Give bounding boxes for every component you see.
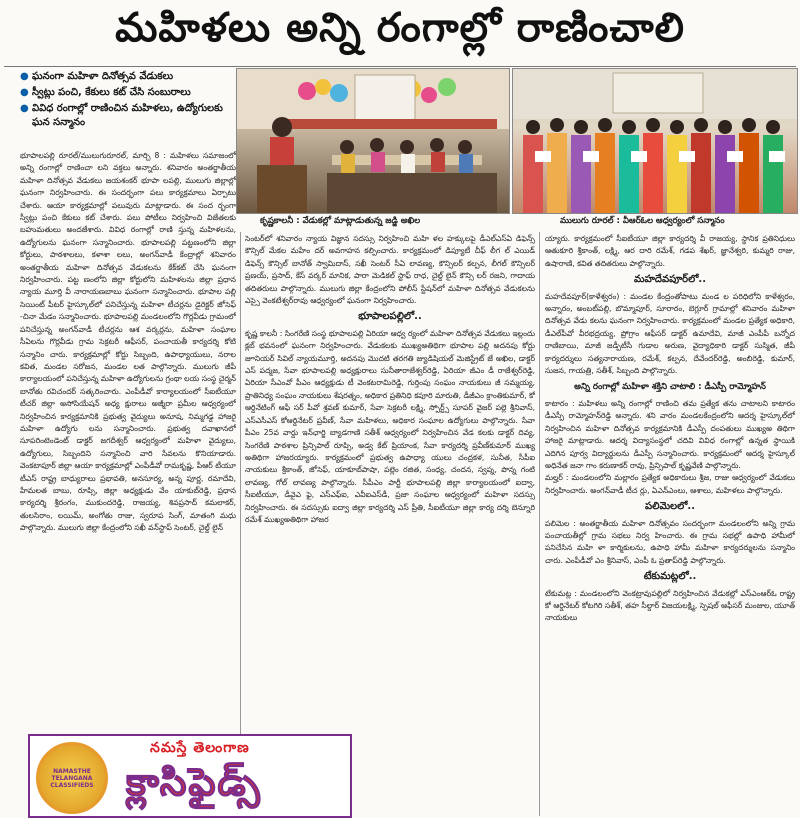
article-paragraph: సెంటర్‌లో శనివారం న్యాయ విజ్ఞాన సదస్సు నిర్వహించి మహి ళల హక్కులపై డీఎల్ఎస్ఏ డిఫెన్స్ కౌన్సిల్ మేకల మహేం దర్ అవగాహన కల్పించారు. కార్యక్రమంలో డిప్యూటీ చీఫ్ లీగ ల్ ఎయిడ్ డిఫెన్స్ కౌన్సిల్ బానోత్ స్వామిదాస్, సఖీ సెంటర్ సీఏ లావణ్య, కౌన్సిలర్ కల్పన, లీగల్ కౌన్సిలర్ ప్రణయ్, ప్రసాద్, కేస్ వర్కర్ మానిక, పారా మెడికల్ స్టాఫ్ రాధ, చైల్డ్ లైన్ కౌన్సి లర్ రజని, గాదాయ తదితరులు పాల్గొన్నారు. ములుగు జిల్లా కేంద్రంలోని పోలీస్ స్టేషన్‌లో మహిళా దినోత్సవ వేడుకలను ఎస్సై వెంకటేశ్వర్‌రావు ఆధ్వర్యంలో ఘనంగా నిర్వహించారు. xyxy=(245,234,535,306)
article-paragraph: టేకుమట్ల : మండలంలోని వెంకట్రావుపల్లిలో నిర్వహించిన వేడుకల్లో ఎస్ఎంఆర్‌ఓ రాష్ట్ర కో ఆర్డినేటర్ కోటగిరి సతీశ్, తహ సీల్దార్ విజయలక్ష్మి, స్పెషల్ ఆఫీసర్ మంజుల, యూత్ నాయకులు xyxy=(545,588,795,623)
article-paragraph: మహదేవపూర్(కాళేశ్వరం) : మండల కేంద్రంతోపాటు మండ ల పరిధిలోని కాళేశ్వరం, అన్నారం, అంబట్‌పల్లి, బొమ్మాపూర్, సూరారం, బెగ్లూర్ గ్రామాల్లో శనివారం మహిళా దినోత్సవ వేడు కలను ఘనంగా నిర్వహించారు. కార్యక్రమంలో మండల ప్రత్యేక అధికారి, డీఎల్‌పీవో వీరభద్రయ్య, ప్రోగ్రాం ఆఫీసర్ డాక్టర్ ఉమాదేవి, మాజీ ఎంపీపీ బన్నోద రాణిబాయి, మాజీ జడ్పీటీసీ గుడాల అరుణ, వైద్యాధికారి డాక్టర్ సుస్మిత, జీపీ కార్యదర్శులు సత్యనారాయణ, రమేశ్, కల్పన, దేవేందర్‌రెడ్డి, అంబిరెడ్డి, కుమార్, సుజన, గాయత్రి, సతీశ్, సిబ్బంది పాల్గొన్నారు. xyxy=(545,291,795,376)
section-subheading: మహదేవపూర్‌లో.. xyxy=(634,274,706,286)
article-paragraph: కాటారం : మహిళలు అన్ని రంగాల్లో రాణించి తమ ప్రత్యేక తను చాటాలని కాటారం డీఎస్పీ రామ్మోహన్‌రెడ్డి అన్నారు. శని వారం మండలకేంద్రంలోని ఆదర్శ హైస్కూల్‌లో నిర్వహించిన మహిళా దినోత్సవ కార్యక్రమానికి డీఎస్పీ దంపతులు ముఖ్యఅ తిథిగా హాజరై మాట్లాడారు. ఆదర్శ విద్యాసంస్థలో చదివి వివిధ రంగాల్లో ఉన్నత స్థాయికి ఎదిగిన పూర్వ విద్యార్థులను డీఎస్పీ సన్మానించారు. కార్యక్రమంలో ఆదర్శ హైస్కూల్ అధినేత జనా గాం కరుణాకర్ రావు, ప్రిన్సిపాల్ కృష్ణవేణి పాల్గొన్నారు. xyxy=(545,398,795,470)
article-column-3 xyxy=(545,233,795,817)
classifieds-advertisement xyxy=(28,734,352,818)
highlights-list xyxy=(20,70,232,132)
section-subheading: భూపాలపల్లిలో.. xyxy=(358,311,422,323)
stage-photo-illustration xyxy=(237,69,509,213)
group-photo-illustration xyxy=(513,69,797,213)
headline-rule xyxy=(4,66,796,67)
article-paragraph: పలిమెల : అంతర్జాతీయ మహిళా దినోత్సవం సందర్భంగా మండలంలోని అన్ని గ్రామ పంచాయతీల్లో గ్రామ సభలు నిర్వ హించారు. ఈ గ్రామ సభల్లో ఉపాధి హామీలో పనిచేసిన మహి ళా కార్మికులను, ఉపాధి హామీ మహిళా కార్యదర్శులను సన్మానిం చారు. ఎంపీడీవో ఎం శ్రీనివాస్, ఎంపీ ఓ ప్రతాప్‌రెడ్డి పాల్గొన్నారు. xyxy=(545,518,795,565)
article-paragraph: భూపాలపల్లి రూరల్/ములుగురూరల్, మార్చి 8 : మహిళలు సమాజంలో అన్ని రంగాల్లో రాణించా లని వక్తలు అన్నారు. శనివారం అంతర్జాతీయ మహిళా దినోత్సవ వేడుకలు జయశంకర్ భూపా లపల్లి, ములుగు జిల్లాల్లో ఘనంగా నిర్వహించారు. ఈ సందర్భంగా పలు కార్యక్రమాలు ఏర్పాటు చేశారు. ఆయా కార్యక్రమాల్లో పలువురు మాట్లాడారు. ఈ సంద ర్భంగా స్వీట్లు పంచి కేకులు కట్ చేశారు. పలు పోటీలు నిర్వహించి విజేతలకు బహుమతులు అందజేశారు. వివిధ రంగాల్లో రాణి స్తున్న మహిళలను, ఉద్యోగులను ఘనంగా సన్మానించారు. భూపాలపల్లి పట్టణంలోని జిల్లా కోర్టులు, పాఠశాలలు, కళాశా లలు, అంగన్‌వాడీ కేంద్రాల్లో శనివారం అంతర్జాతీయ మహిళా దినోత్సవ వేడుకలను కేక్‌కట్ చేసి ఘనంగా నిర్వహించారు. పట్ట ణంలోని జిల్లా కోర్టులోని మహిళలను జిల్లా ప్రధాన న్యాయ మూర్తి వీ నారాయణబాబు ఘనంగా సన్మానించారు. భూపాల పల్లి సెయింట్ పీటర్ హైస్కూల్‌లో పనిచేస్తున్న మహిళా టీచర్లను డైరెక్టర్ జోసెఫ్ -చినా మేడం సన్మానించారు. భూపాలపల్లి మండలంలోని గొర్లవీడు గ్రామంలో పనిచేస్తున్న అంగన్‌వాడీ టీచర్లను ఆశ వర్కర్లను, మహిళా సంఘాల సీఏలను గొర్లవీడు గ్రామ సెక్రటరీ ఆఫీసర్, పంచాయతీ కార్యదర్శి కోటి సన్మానిం చారు. కార్యక్రమాల్లో కోర్టు సిబ్బంది, ఉపాధ్యాయులు, నరాల కవిత, మండల సరోజన, మండల లత పాల్గొన్నారు. ములుగు జీపీ కార్యాలయంలో పనిచేస్తున్న మహిళా ఉద్యోగులను గ్రంథా లయ సంస్థ చైర్మన్ బానోతు రవిచందర్ సత్కరించారు. ఎంపీడీవో కార్యాలయంలో సీఐటీయూ టీచర్ జిల్లా అసోసియేషన్ అధ్య క్షురాలు అజ్మీరా ప్రమీల ఆధ్వర్యంలో నిర్వహించిన కార్యక్రమానికి ప్రభుత్వ వైద్యులు అనూష, నిమ్మగడ్డ హాజరై మహిళా ఉద్యోగు లను సన్మానించారు. ప్రభుత్వ దవాఖానలో సూపరింటెండెంట్ డాక్టర్ జగదీశ్వర్ ఆధ్వర్యంలో మహిళా వైద్యులు, ఉద్యోగులు, సిబ్బందిని సన్మానించి వారి సేవలను కొనియాడారు. వెంకటాపూర్ జిల్లా ఆయా కార్యక్రమాల్లో ఎంపీడీవో రామకృష్ణ, పీఆర్‌ టీయూ టీఎస్ రాష్ట్ర బాధ్యురాలు ప్రభావతి, అనసూర్య, అన్న పూర్ణ, రమాదేవి, హేమలత బాబు, రూప్సి, జిల్లా అధ్యక్షుడు వేం యాకుబ్‌రెడ్డి, ప్రధాన కార్యదర్శి శ్రీరంగం, ముకుందరెడ్డి, రాజయ్య, శివప్రసాద్ కమలాకర్, తులసిరాం, లయిమ్, అంగోతు రాజు, స్వరూప సింగ్, మాతంగి మధు పాల్గొన్నారు. ములుగు జిల్లా కేంద్రంలోని సఖీ వన్‌స్టాప్ సెంటర్, చైల్డ్ లైన్ xyxy=(20,151,236,533)
highlight-text: ఘనంగా మహిళా దినోత్సవ వేడుకలు xyxy=(32,71,174,82)
photo2-caption: ములుగు రూరల్ : వీఆర్‌ఓల ఆధ్వర్యంలో సన్మానం xyxy=(560,216,725,226)
highlight-item xyxy=(20,86,232,100)
bullet-icon: ● xyxy=(20,71,29,82)
event-photo-felicitation xyxy=(512,68,798,214)
photo1-caption: కృష్ణకాలనీ : వేడుకల్లో మాట్లాడుతున్న జడ్జి అఖిల xyxy=(260,216,421,226)
highlight-item xyxy=(20,102,232,130)
section-subheading: పలిమెలలో.. xyxy=(645,501,695,513)
column-divider xyxy=(240,232,241,816)
bullet-icon: ● xyxy=(20,103,29,114)
section-subheading: అన్ని రంగాల్లో మహిళా శక్తిని చాటాలి : డీఎస్పీ రామ్మోహన్ xyxy=(574,382,766,393)
article-paragraph: మల్హర్ : మండలంలోని మల్లారం ప్రత్యేక అధికారులు శ్రీజ, రాజు ఆధ్వర్యంలో వేడుకలు నిర్వహించారు. అంగన్‌వాడీ టీచ ర్లు, ఏఎన్ఎంలు, ఆశాలు, మహిళలు పాల్గొన్నారు. xyxy=(545,473,795,495)
highlight-item xyxy=(20,70,232,84)
article-column-2 xyxy=(245,233,535,817)
headline: మహిళలు అన్ని రంగాల్లో రాణించాలి xyxy=(115,5,685,51)
article-column-1 xyxy=(20,150,236,730)
highlight-text: స్వీట్లు పంచి, కేకులు కట్ చేసి సంబురాలు xyxy=(32,87,191,98)
bullet-icon: ● xyxy=(20,87,29,98)
ad-title: క్లాసిఫైడ్స్ xyxy=(126,760,262,804)
section-subheading: టేకుమట్లలో.. xyxy=(643,571,697,583)
classifieds-logo xyxy=(36,742,108,814)
logo-text: NAMASTHE TELANGANA CLASSIFIEDS xyxy=(50,768,94,789)
article-paragraph: కృష్ణ కాలనీ : సింగరేణి సంస్థ భూపాలపల్లి ఏరియా ఆధ్వ ర్యంలో మహిళా దినోత్సవ వేడుకలు ఇల్లందు క్లబ్ భవనంలో ఘనంగా నిర్వహించారు. వేడుకలకు ముఖ్యఅతిథిగా భూపాల పల్లి అదనపు కోర్టు జూనియర్ సివిల్ న్యాయమూర్తి, అదనపు మొదటి తరగతి జ్యుడిషియల్ మెజిస్ట్రేట్ జే అఖిల, డాక్టర్ ఎస్ పద్మజ, సేవా భూపాలపల్లి అధ్యక్షురాలు సునీతారాజేశ్వర్‌రెడ్డి, ఏరియా జీఎం డీ రాజేశ్వర్‌రెడ్డి, ఏరియా సీఎంవో పీఎం ఆధ్యక్షుడు టీ వెంకటరామిరెడ్డి, గుర్తింపు సంఘం నాయకులు జీ సమ్మయ్య, ప్రాతినిధ్య సంఘం నాయకులు శేషరత్నం, అధికార ప్రతినిధి కపూరి మారుతి, డీజీఎం క్రాంతికుమార్, కో ఆర్డినేటింగ్ ఆఫీ సర్ పీవో శ్రవణ్ కుమార్, సేవా సెక్రటరీ లక్ష్మి, స్పోర్ట్స్ సూపర్ వైజర్ పల్లె శ్రీనివాస్, ఎస్ఎసీఎస్ కోఆర్డినేటర్ ప్రవీణ్, సేవా మహిళలు, అధికార సంఘాల ఉద్యోగులు పాల్గొన్నారు. సేవా పీఎం 25వ వార్డు ఇన్‌ఛార్జి బ్యాడగాణి సతీశ్ ఆధ్వర్యంలో నిర్వహించిన వేడ కలకు డాక్టర్ దివ్య, సింగరేణి పాఠశాల ప్రిన్సిపాల్ రూప్సి, అడ్వ కేట్ ప్రియాంక, సేవా కార్యదర్శి ప్రవీణ్‌కుమార్ ముఖ్య అతిథిగా హాజరయ్యారు. కార్యక్రమంలో ప్రభుత్వ ఉపాధ్యా యులు చంద్రకళ, సునీత, సీపీఐ నాయకులు శ్రీకాంత్, జోసెఫ్, యాకూబ్‌పాషా, పల్లెం రజిత, సంధ్య, చందన, స్వప్న, పొన్న గంటి లావణ్య, గోల్ లావణ్య పాల్గొన్నారు. సీపీఎం పార్టీ భూపాలపల్లి జిల్లా కార్యాలయంలో ఐద్వా, సీఐటీయూ, డీవైఎ ఫై, ఎస్ఎఫ్ఐ, ఎవీఐఎస్‌డీ, ప్రజా సంఘాల ఆధ్వర్యంలో మహిళా సదస్సు నిర్వహించారు. ఈ సదస్సుకు ఐద్వా జిల్లా కార్యదర్శి ఎస్ ప్రీతి, సీఐటీయూ జిల్లా కార్య దర్శి బెన్నూరి రమేశ్ ముఖ్యఅతిథిగా హాజర xyxy=(245,328,535,524)
event-photo-speaker xyxy=(236,68,510,214)
article-paragraph: య్యారు. కార్యక్రమంలో సీఐటీయూ జిల్లా కార్యదర్శి వీ రాజయ్య, స్థానిక ప్రతినిధులు ఆతుకూరి శ్రీకాంత్, లక్ష్మి, ఆర దారి రమేశ్, గడప శేఖర్, జ్ఞానేశ్వరి, కుమ్మరి రాజు, ఉషారాణి, కవిత తదితరులు పాల్గొన్నారు. xyxy=(545,234,795,268)
ad-brand: నమస్తే తెలంగాణ xyxy=(150,740,250,756)
column-divider xyxy=(539,232,540,816)
highlight-text: వివిధ రంగాల్లో రాణించిన మహిళలు, ఉద్యోగులకు ఘన సన్మానం xyxy=(32,103,223,128)
headline-banner xyxy=(0,0,800,66)
